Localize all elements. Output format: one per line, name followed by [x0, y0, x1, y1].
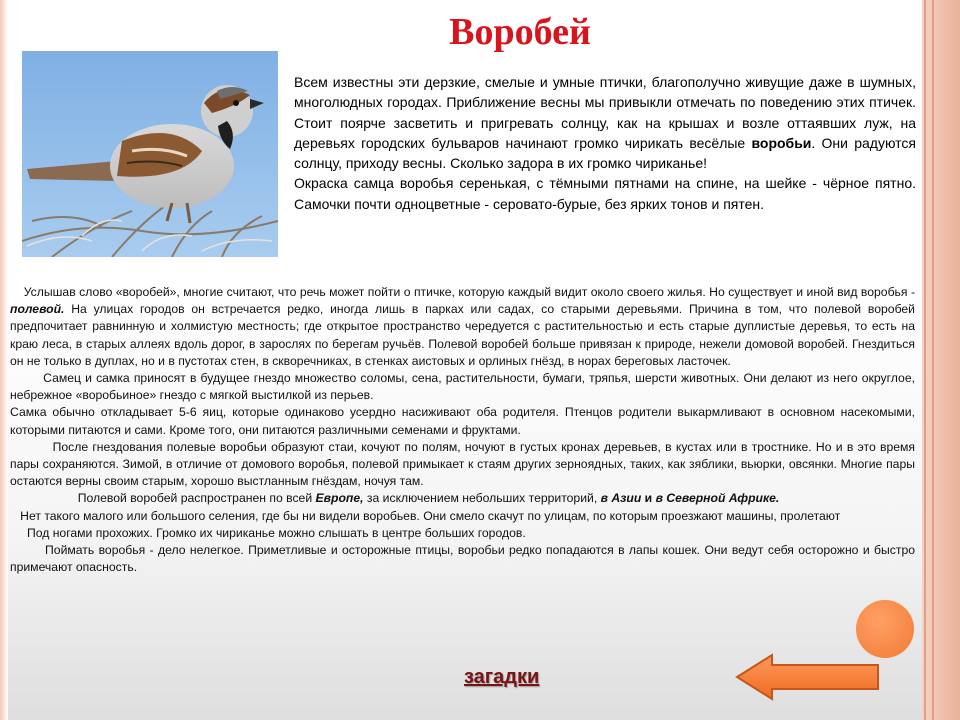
intro-text: [294, 72, 916, 214]
body-text-part: Услышав слово «воробей», многие считают, что речь может пойти о птичке, которую каждый видит около своего жилья. Но существует и иной вид воробья -: [23, 285, 916, 299]
intro-bold-word: воробьи: [751, 134, 812, 151]
intro-paragraph-coloring: Окраска самца воробья серенькая, с тёмными пятнами на спине, на шейке - чёрное пятно. Самочки почти одноцветные - серовато-бурые, без ярких тонов и пятен.: [294, 175, 916, 212]
body-text-part: После гнездования полевые воробьи образуют стаи, кочуют по полям, ночуют в густых кронах деревьев, в кустах или в тростнике. Но и в это время пары сохраняются. Зимой, в отличие от домового воробья, полевой примыкает к стаям других зерноядных, таких, как зяблики, вьюрки, овсянки. Многие пары остаются верны своим старым, хорошо выстланным гнёздам, ночуя там.: [10, 439, 915, 489]
riddles-link[interactable]: загадки: [464, 666, 540, 688]
body-bold-italic: в Азии: [600, 491, 642, 506]
body-paragraph: [10, 439, 915, 491]
body-text-part: Нет такого малого или большого селения, где бы ни видели воробьев. Они смело скачут по улицам, по которым проезжают машины, пролетают: [20, 508, 841, 523]
orange-circle-icon: [856, 600, 914, 658]
sparrow-photo: [22, 51, 278, 257]
body-text-part: Под ногами прохожих. Громко их чириканье можно слышать в центре больших городов.: [26, 525, 526, 540]
body-bold-italic: полевой.: [10, 302, 65, 317]
article-body: [10, 284, 915, 576]
body-paragraph: Самка обычно откладывает 5-6 яиц, которые одинаково усердно насиживают оба родителя. Птенцов родители выкармливают в основном насекомыми, которыми питаются и сами. Кроме того, они питаются различными семенами и фруктами.: [10, 405, 915, 437]
slide-frame-right: [922, 0, 960, 720]
slide-title: Воробей: [449, 11, 591, 53]
body-text-part: за исключением небольших территорий,: [366, 491, 598, 506]
body-bold-italic: Европе,: [315, 491, 364, 506]
body-bold: и: [644, 491, 653, 506]
body-text-part: Полевой воробей распространен по всей: [77, 491, 313, 506]
body-paragraph: [10, 284, 915, 370]
slide-frame-left: [0, 0, 8, 720]
intro-text-part: Всем известны эти дерзкие, смелые и умные птички, благополучно живущие даже в шумных, многолюдных городах. Приближение весны мы привыкли отмечать по поведению этих птичек. Стоит поярче засветить и пригревать солнцу, как на крышах и возле оттаявших луж, на деревьях городских бульваров начинают громко чирикать весёлые: [294, 74, 916, 151]
body-paragraph: [10, 490, 915, 507]
body-paragraph: [10, 508, 915, 525]
body-text-part: На улицах городов он встречается редко, иногда лишь в парках или садах, со старыми деревьями. Причина в том, что полевой воробей предпочитает равнинную и холмистую местность; где открытое пространство чередуется с растительностью и есть старые дуплистые деревья, то есть на краю леса, в старых аллеях вдоль дорог, в зарослях по берегам ручьёв. Полевой воробей больше привязан к природе, нежели домовой воробей. Гнездиться он не только в дуплах, но и в пустотах стен, в скворечниках, в стенках аистовых и орлиных гнёзд, в норах береговых ласточек.: [10, 302, 915, 368]
body-paragraph: [10, 370, 915, 404]
intro-paragraph: [294, 72, 916, 173]
body-paragraph: [10, 542, 915, 576]
body-text-part: Самец и самка приносят в будущее гнездо множество соломы, сена, растительности, бумаги, тряпья, шерсти животных. Они делают из него округлое, небрежное «воробьиное» гнездо с мягкой выстилкой из перьев.: [10, 371, 915, 403]
intro-text-part: . Они радуются солнцу, приходу весны. Сколько задора в их громко чириканье!: [294, 134, 916, 172]
left-arrow-icon[interactable]: [734, 652, 882, 702]
body-text-part: Поймать воробья - дело нелегкое. Приметливые и осторожные птицы, воробьи редко попадаются в лапы кошек. Они ведут себя осторожно и быстро примечают опасность.: [10, 543, 915, 575]
body-paragraph: [10, 525, 915, 542]
body-bold-italic: в Северной Африке.: [655, 491, 780, 506]
